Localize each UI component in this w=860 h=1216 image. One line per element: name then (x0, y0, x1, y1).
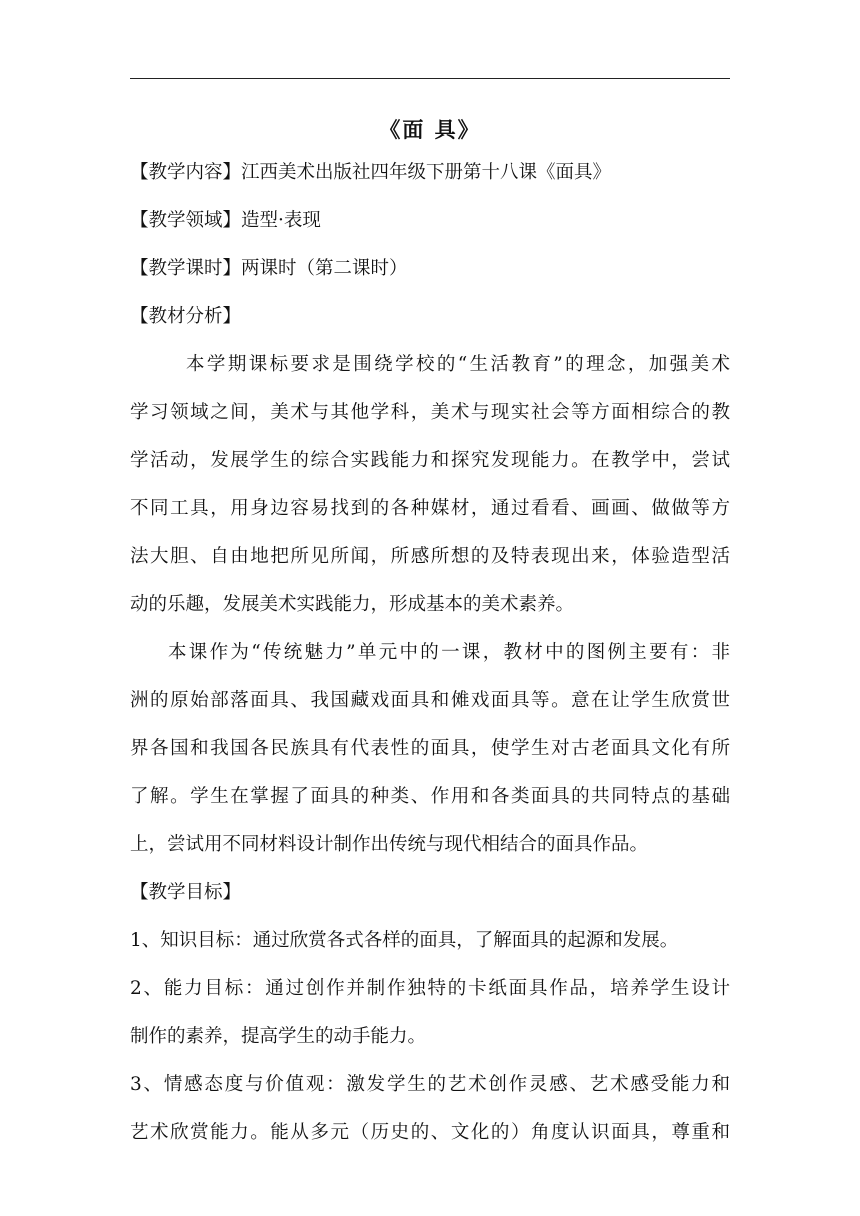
objective-ability-line: 制作的素养，提高学生的动手能力。 (130, 1026, 427, 1047)
info-content: 【教学内容】江西美术出版社四年级下册第十八课《面具》 (130, 162, 612, 183)
document-page (130, 0, 730, 1216)
info-domain: 【教学领域】造型·表现 (130, 210, 321, 231)
analysis-p1-line: 学活动，发展学生的综合实践能力和探究发现能力。在教学中，尝试 (130, 450, 730, 471)
objectives-heading: 【教学目标】 (130, 882, 242, 903)
analysis-p2-line: 了解。学生在掌握了面具的种类、作用和各类面具的共同特点的基础 (130, 786, 730, 807)
header-rule (130, 78, 730, 79)
analysis-heading: 【教材分析】 (130, 306, 242, 327)
analysis-p1-line: 学习领域之间，美术与其他学科，美术与现实社会等方面相综合的教 (130, 402, 730, 423)
analysis-p2-line: 上，尝试用不同材料设计制作出传统与现代相结合的面具作品。 (130, 834, 649, 855)
info-period: 【教学课时】两课时（第二课时） (130, 258, 408, 279)
document-body (130, 154, 730, 1151)
objective-knowledge: 1、知识目标：通过欣赏各式各样的面具，了解面具的起源和发展。 (130, 930, 679, 951)
objective-ability-line: 2、能力目标：通过创作并制作独特的卡纸面具作品，培养学生设计 (130, 978, 730, 999)
analysis-p2-line: 洲的原始部落面具、我国藏戏面具和傩戏面具等。意在让学生欣赏世 (130, 690, 730, 711)
analysis-p2-line: 界各国和我国各民族具有代表性的面具，使学生对古老面具文化有所 (130, 738, 730, 759)
analysis-p1-line: 动的乐趣，发展美术实践能力，形成基本的美术素养。 (130, 594, 575, 615)
document-title: 《面 具》 (379, 117, 481, 142)
analysis-p1-line: 法大胆、自由地把所见所闻，所感所想的及特表现出来，体验造型活 (130, 546, 730, 567)
objective-attitude-line: 艺术欣赏能力。能从多元（历史的、文化的）角度认识面具，尊重和 (130, 1122, 730, 1143)
analysis-p1-line: 本学期课标要求是围绕学校的“生活教育”的理念，加强美术 (186, 354, 730, 375)
analysis-p1-line: 不同工具，用身边容易找到的各种媒材，通过看看、画画、做做等方 (130, 498, 730, 519)
analysis-p2-line: 本课作为“传统魅力”单元中的一课，教材中的图例主要有：非 (168, 642, 730, 663)
objective-attitude-line: 3、情感态度与价值观：激发学生的艺术创作灵感、艺术感受能力和 (130, 1074, 730, 1095)
